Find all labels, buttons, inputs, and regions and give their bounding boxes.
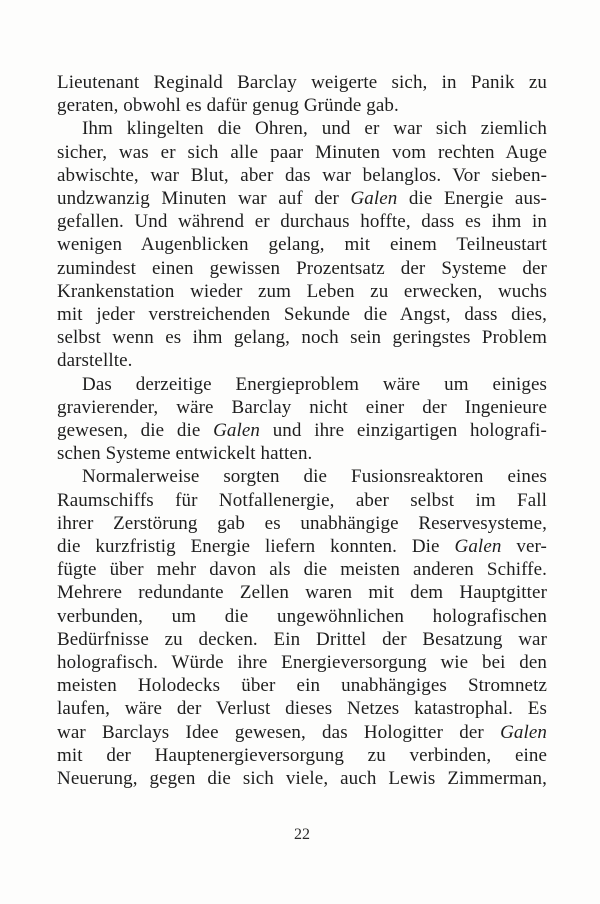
text-line bbox=[57, 71, 547, 94]
text-segment: darstellte. bbox=[57, 350, 133, 372]
text-line bbox=[57, 744, 547, 767]
text-segment: ver- bbox=[501, 536, 547, 558]
text-segment: gefallen. Und während er durchaus hoffte, dass es ihm in bbox=[57, 211, 547, 233]
text-segment: geraten, obwohl es dafür genug Gründe gab. bbox=[57, 95, 399, 117]
text-segment: zumindest einen gewissen Prozentsatz der Systeme der bbox=[57, 257, 547, 279]
text-line bbox=[57, 465, 547, 488]
text-segment: abwischte, war Blut, aber das war belanglos. Vor sieben- bbox=[57, 164, 547, 186]
text-line bbox=[57, 767, 547, 790]
text-segment: Ihm klingelten die Ohren, und er war sich ziemlich bbox=[82, 118, 547, 140]
text-line bbox=[57, 442, 547, 465]
text-segment: selbst wenn es ihm gelang, noch sein geringstes Problem bbox=[57, 327, 547, 349]
text-segment: Lieutenant Reginald Barclay weigerte sich, in Panik zu bbox=[57, 72, 547, 93]
text-segment: Bedürfnisse zu decken. Ein Drittel der Besatzung war bbox=[57, 628, 547, 650]
text-line bbox=[57, 349, 547, 372]
text-line bbox=[57, 257, 547, 280]
text-segment: die kurzfristig Energie liefern konnten. Die bbox=[57, 536, 455, 558]
text-line bbox=[57, 141, 547, 164]
text-segment: laufen, wäre der Verlust dieses Netzes katastrophal. Es bbox=[57, 698, 547, 720]
ship-name-italic: Galen bbox=[213, 420, 261, 442]
text-segment: Neuerung, gegen die sich viele, auch Lewis Zimmerman, bbox=[57, 768, 547, 790]
text-segment: Das derzeitige Energieproblem wäre um einiges bbox=[82, 373, 547, 395]
ship-name-italic: Galen bbox=[454, 536, 502, 558]
text-line bbox=[57, 117, 547, 140]
text-line bbox=[57, 605, 547, 628]
text-line bbox=[57, 280, 547, 303]
text-line bbox=[57, 94, 547, 117]
text-segment: Mehrere redundante Zellen waren mit dem Hauptgitter bbox=[57, 582, 547, 604]
text-line bbox=[57, 187, 547, 210]
text-segment: Normalerweise sorgten die Fusionsreaktoren eines bbox=[82, 466, 547, 488]
text-segment: die Energie aus- bbox=[397, 188, 547, 210]
text-segment: Raumschiffs für Notfallenergie, aber selbst im Fall bbox=[57, 489, 547, 511]
text-line bbox=[57, 210, 547, 233]
text-segment: meisten Holodecks über ein unabhängiges Stromnetz bbox=[57, 675, 547, 697]
text-segment: fügte über mehr davon als die meisten anderen Schiffe. bbox=[57, 559, 547, 581]
text-line bbox=[57, 535, 547, 558]
text-segment: gewesen, die die bbox=[57, 420, 214, 442]
text-segment: undzwanzig Minuten war auf der bbox=[57, 188, 351, 210]
text-line bbox=[57, 674, 547, 697]
ship-name-italic: Galen bbox=[500, 721, 547, 743]
text-line bbox=[57, 326, 547, 349]
text-line bbox=[57, 164, 547, 187]
text-line bbox=[57, 697, 547, 720]
text-segment: holografisch. Würde ihre Energieversorgung wie bei den bbox=[57, 652, 547, 674]
text-line bbox=[57, 303, 547, 326]
text-segment: verbunden, um die ungewöhnlichen holografischen bbox=[57, 605, 547, 627]
text-segment: und ihre einzigartigen holografi- bbox=[260, 420, 547, 442]
text-line bbox=[57, 489, 547, 512]
text-line bbox=[57, 558, 547, 581]
text-segment: wenigen Augenblicken gelang, mit einem Teilneustart bbox=[57, 234, 547, 256]
text-line bbox=[57, 651, 547, 674]
text-segment: gravierender, wäre Barclay nicht einer der Ingenieure bbox=[57, 396, 547, 418]
text-line bbox=[57, 512, 547, 535]
text-segment: war Barclays Idee gewesen, das Hologitter der bbox=[57, 721, 501, 743]
text-segment: ihrer Zerstörung gab es unabhängige Reservesysteme, bbox=[57, 512, 547, 534]
text-line bbox=[57, 581, 547, 604]
text-block bbox=[57, 71, 547, 790]
text-segment: Krankenstation wieder zum Leben zu erwecken, wuchs bbox=[57, 280, 547, 302]
text-segment: mit der Hauptenergieversorgung zu verbinden, eine bbox=[57, 744, 547, 766]
text-line bbox=[57, 721, 547, 744]
text-line bbox=[57, 419, 547, 442]
page-number: 22 bbox=[294, 826, 310, 843]
text-line bbox=[57, 396, 547, 419]
text-line bbox=[57, 628, 547, 651]
text-segment: mit jeder verstreichenden Sekunde die Angst, dass dies, bbox=[57, 304, 547, 326]
text-line bbox=[57, 373, 547, 396]
ship-name-italic: Galen bbox=[350, 188, 398, 210]
text-line bbox=[57, 233, 547, 256]
text-segment: sicher, was er sich alle paar Minuten vom rechten Auge bbox=[57, 141, 547, 163]
text-segment: schen Systeme entwickelt hatten. bbox=[57, 443, 313, 465]
